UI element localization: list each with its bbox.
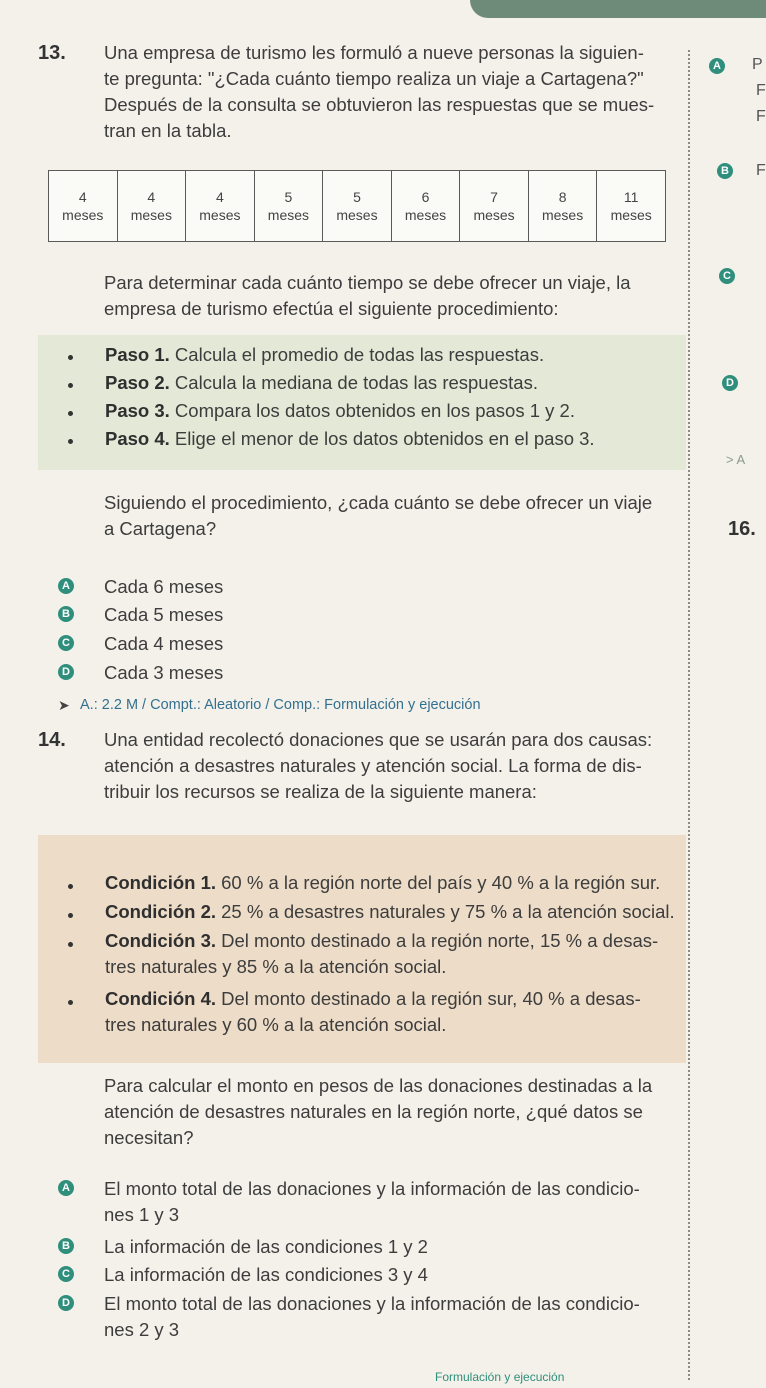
step-1: Paso 1. Calcula el promedio de todas las respuestas.: [105, 344, 545, 365]
question-13-number: 13.: [38, 42, 66, 64]
table-cell: 8 meses: [528, 171, 597, 242]
q13-option-b[interactable]: B Cada 5 meses: [58, 602, 223, 628]
q14-option-d[interactable]: D El monto total de las donaciones y la información de las condicio- nes 2 y 3: [58, 1291, 640, 1343]
q14-option-a[interactable]: A El monto total de las donaciones y la información de las condicio- nes 1 y 3: [58, 1176, 640, 1228]
question-14-number: 14.: [38, 729, 66, 751]
prompt-line: Una entidad recolectó donaciones que se usarán para dos causas:: [104, 729, 653, 750]
side-meta-fragment: > A: [726, 452, 746, 467]
meta-arrow-icon: ➤: [58, 697, 70, 713]
table-cell: 11 meses: [597, 171, 666, 242]
q13-competency-meta: A.: 2.2 M / Compt.: Aleatorio / Comp.: Formulación y ejecución: [80, 697, 481, 713]
q14-option-c[interactable]: C La información de las condiciones 3 y 4: [58, 1262, 428, 1288]
side-text-fragment: F: [756, 82, 766, 99]
prompt-line: Después de la consulta se obtuvieron las respuestas que se mues-: [104, 94, 655, 115]
table-cell: 5 meses: [254, 171, 323, 242]
question-14-question: [104, 1073, 652, 1151]
question-13-prompt: [104, 40, 654, 144]
option-letter-icon: A: [58, 1180, 74, 1196]
question-14-prompt: [104, 727, 652, 805]
bullet: [68, 913, 73, 918]
question-16-number: 16.: [728, 518, 756, 540]
question-line: Para calcular el monto en pesos de las donaciones destinadas a la: [104, 1075, 653, 1096]
side-option-letter-icon: A: [709, 58, 725, 74]
prompt-line: tribuir los recursos se realiza de la siguiente manera:: [104, 781, 537, 802]
side-text-fragment: F: [756, 162, 766, 179]
intro-line: Para determinar cada cuánto tiempo se debe ofrecer un viaje, la: [104, 272, 631, 293]
question-line: atención de desastres naturales en la región norte, ¿qué datos se: [104, 1101, 643, 1122]
condition-3: Condición 3. Del monto destinado a la región norte, 15 % a desas- tres naturales y 85 % a la atención social.: [105, 930, 659, 977]
q13-option-a[interactable]: A Cada 6 meses: [58, 574, 223, 600]
bullet: [68, 1000, 73, 1005]
prompt-line: atención a desastres naturales y atención social. La forma de dis-: [104, 755, 642, 776]
option-letter-icon: B: [58, 606, 74, 622]
question-line: Siguiendo el procedimiento, ¿cada cuánto se debe ofrecer un viaje: [104, 492, 653, 513]
condition-1: Condición 1. 60 % a la región norte del país y 40 % a la región sur.: [105, 872, 661, 893]
side-text-fragment: F: [756, 108, 766, 125]
question-13-question: [104, 490, 652, 542]
responses-table: [48, 170, 666, 242]
procedure-intro: [104, 270, 631, 322]
option-letter-icon: C: [58, 635, 74, 651]
option-letter-icon: C: [58, 1266, 74, 1282]
footer-fragment: Formulación y ejecución: [435, 1370, 565, 1384]
option-letter-icon: D: [58, 1295, 74, 1311]
question-line: a Cartagena?: [104, 518, 217, 539]
option-letter-icon: D: [58, 664, 74, 680]
q13-option-c[interactable]: C Cada 4 meses: [58, 631, 223, 657]
table-cell: 5 meses: [323, 171, 392, 242]
q14-option-b[interactable]: B La información de las condiciones 1 y 2: [58, 1234, 428, 1260]
step-2: Paso 2. Calcula la mediana de todas las respuestas.: [105, 372, 538, 393]
bullet: [68, 355, 73, 360]
intro-line: empresa de turismo efectúa el siguiente procedimiento:: [104, 298, 559, 319]
table-cell: 4 meses: [117, 171, 186, 242]
option-letter-icon: B: [58, 1238, 74, 1254]
table-cell: 4 meses: [49, 171, 118, 242]
step-3: Paso 3. Compara los datos obtenidos en los pasos 1 y 2.: [105, 400, 575, 421]
table-cell: 6 meses: [391, 171, 460, 242]
prompt-line: tran en la tabla.: [104, 120, 232, 141]
column-divider: [688, 50, 690, 1380]
table-cell: 7 meses: [460, 171, 529, 242]
bullet: [68, 411, 73, 416]
condition-2: Condición 2. 25 % a desastres naturales y 75 % a la atención social.: [105, 901, 675, 922]
side-option-letter-icon: B: [717, 163, 733, 179]
prompt-line: te pregunta: "¿Cada cuánto tiempo realiza un viaje a Cartagena?": [104, 68, 644, 89]
bullet: [68, 439, 73, 444]
condition-4: Condición 4. Del monto destinado a la región sur, 40 % a desas- tres naturales y 60 % a la atención social.: [105, 988, 641, 1035]
side-text-fragment: P: [752, 56, 763, 73]
option-letter-icon: A: [58, 578, 74, 594]
table-cell: 4 meses: [186, 171, 255, 242]
top-color-band: [470, 0, 766, 18]
q13-option-d[interactable]: D Cada 3 meses: [58, 660, 223, 686]
bullet: [68, 383, 73, 388]
bullet: [68, 942, 73, 947]
bullet: [68, 884, 73, 889]
prompt-line: Una empresa de turismo les formuló a nueve personas la siguien-: [104, 42, 644, 63]
side-option-letter-icon: D: [722, 375, 738, 391]
question-line: necesitan?: [104, 1127, 194, 1148]
step-4: Paso 4. Elige el menor de los datos obtenidos en el paso 3.: [105, 428, 595, 449]
side-option-letter-icon: C: [719, 268, 735, 284]
